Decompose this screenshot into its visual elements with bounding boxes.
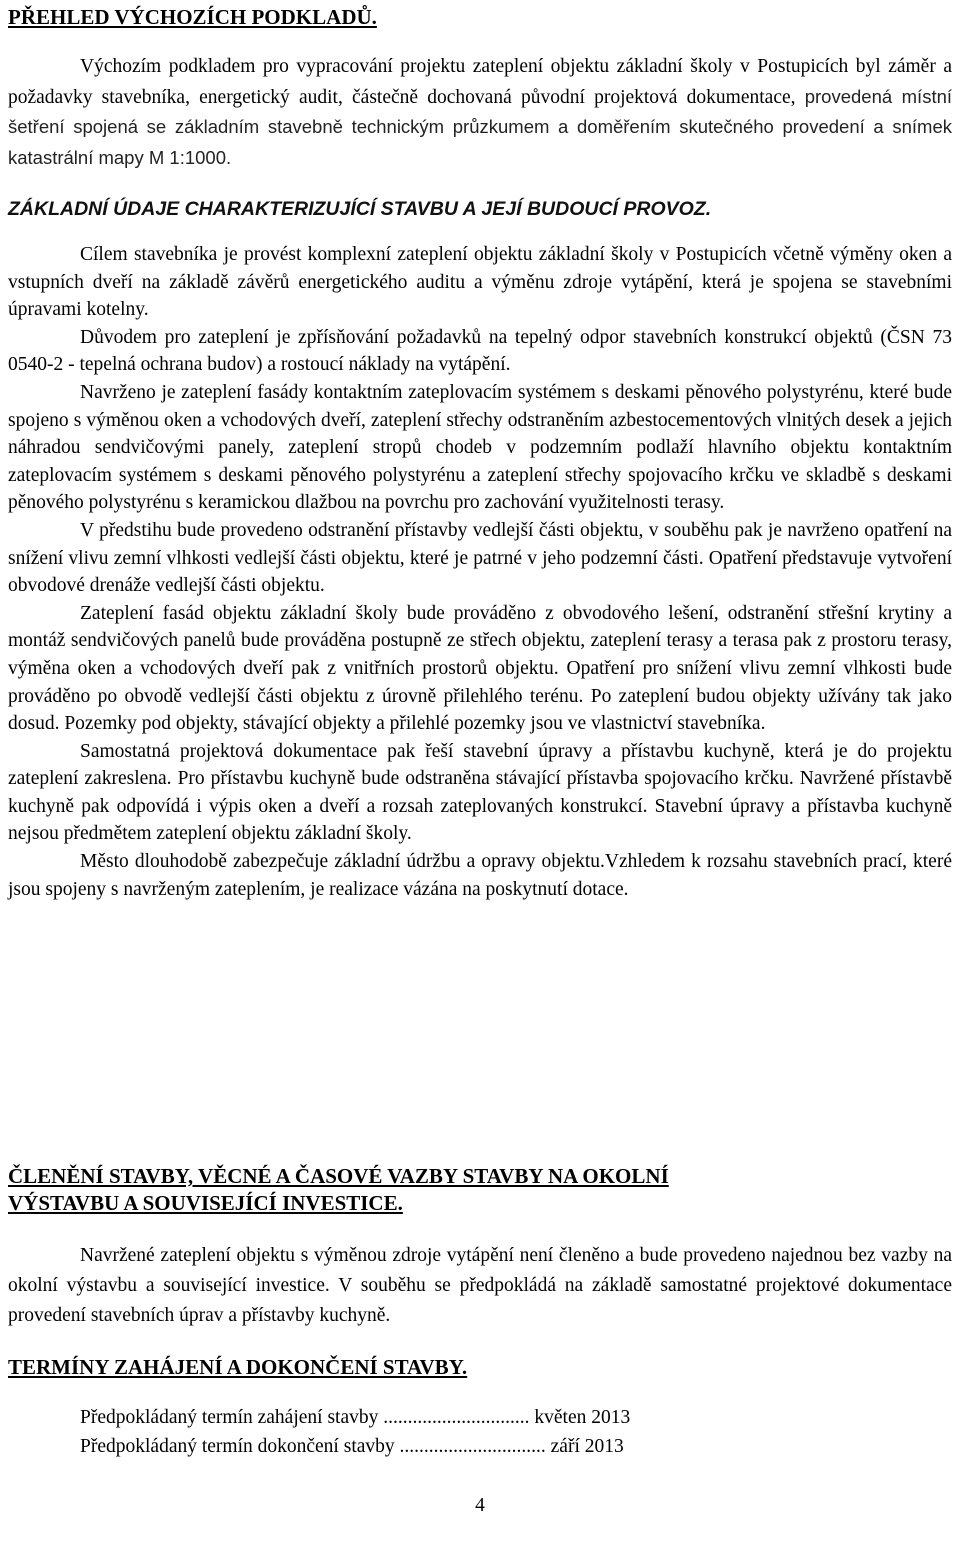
term-end-value: září 2013	[550, 1436, 624, 1457]
intro-paragraph	[8, 52, 952, 173]
paragraph-samostatna-dokumentace: Samostatná projektová dokumentace pak řeší stavební úpravy a přístavbu kuchyně, která je do projektu zateplení zakreslena. Pro přístavbu kuchyně bude odstraněna stávající přístavba spojovacího krčku. Navržené přístavbě kuchyně pak odpovídá i výpis oken a dveří a rozsah zateplovaných konstrukcí. Stavební úpravy a přístavba kuchyně nejsou předmětem zateplení objektu základní školy.	[8, 740, 952, 845]
paragraph-navrzeno: Navrženo je zateplení fasády kontaktním zateplovacím systémem s deskami pěnového polystyrénu, které bude spojeno s výměnou oken a vchodových dveří, zateplení střechy odstraněním azbestocementových vlnitých desek a jejich náhradou sendvičovými panely, zateplení stropů chodeb v podzemním podlaží hlavního objektu kontaktním zateplovacím systémem s deskami pěnového polystyrénu a zateplení střechy spojovacího krčku ve skladbě s deskami pěnového polystyrénu s keramickou dlažbou na povrchu pro zachování využitelnosti terasy.	[8, 381, 952, 514]
term-end-dots: ..............................	[399, 1436, 546, 1457]
terms-list	[80, 1403, 880, 1461]
term-start-label: Předpokládaný termín zahájení stavby	[80, 1407, 379, 1428]
section-heading-terminy: TERMÍNY ZAHÁJENÍ A DOKONČENÍ STAVBY.	[8, 1355, 468, 1379]
section-heading-cleneni-line1: ČLENĚNÍ STAVBY, VĚCNÉ A ČASOVÉ VAZBY STAVBY NA OKOLNÍ	[8, 1164, 669, 1188]
term-start-value: květen 2013	[534, 1407, 631, 1428]
section-heading-cleneni-line2: VÝSTAVBU A SOUVISEJÍCÍ INVESTICE.	[8, 1191, 403, 1215]
section-body-zakladni-udaje	[8, 241, 952, 903]
section-heading-zakladni-udaje: ZÁKLADNÍ ÚDAJE CHARAKTERIZUJÍCÍ STAVBU A JEJÍ BUDOUCÍ PROVOZ.	[8, 198, 712, 220]
paragraph-duvod-zatepleni: Důvodem pro zateplení je zpřísňování požadavků na tepelný odpor stavebních konstrukcí objektů (ČSN 73 0540-2 - tepelná ochrana budov) a rostoucí náklady na vytápění.	[8, 326, 952, 376]
section-heading-prehled: PŘEHLED VÝCHOZÍCH PODKLADŮ.	[8, 5, 377, 29]
paragraph-v-predstihu: V předstihu bude provedeno odstranění přístavby vedlejší části objektu, v souběhu pak je navrženo opatření na snížení vlivu zemní vlhkosti vedlejší části objektu, které je patrné v jeho podzemní části. Opatření představuje vytvoření obvodové drenáže vedlejší části objektu.	[8, 519, 952, 597]
paragraph-zatepleni-fasad: Zateplení fasád objektu základní školy bude prováděno z obvodového lešení, odstranění střešní krytiny a montáž sendvičových panelů bude prováděna postupně ze střech objektu, zateplení terasy a terasa pak z prostoru terasy, výměna oken a vchodových dveří pak z vnitřních prostorů objektu. Opatření pro snížení vlivu zemní vlhkosti bude prováděno po obvodě vedlejší části objektu z úrovně přilehlého terénu. Po zateplení budou objekty užívány tak jako dosud. Pozemky pod objekty, stávající objekty a přilehlé pozemky jsou ve vlastnictví stavebníka.	[8, 602, 952, 735]
paragraph-mesto: Město dlouhodobě zabezpečuje základní údržbu a opravy objektu.Vzhledem k rozsahu stavebních prací, které jsou spojeny s navrženým zateplením, je realizace vázána na poskytnutí dotace.	[8, 851, 952, 900]
intro-paragraph-serif: Výchozím podkladem pro vypracování projektu zateplení objektu základní školy v Postupicích byl záměr a požadavky stavebníka, energetický audit, částečně dochovaná původní projektová dokumentace,	[8, 56, 952, 108]
section-heading-cleneni	[8, 1163, 952, 1217]
paragraph-cil-stavebnika: Cílem stavebníka je provést komplexní zateplení objektu základní školy v Postupicích včetně výměny oken a vstupních dveří na základě závěrů energetického auditu a výměnu zdroje vytápění, která je spojena se stavebními úpravami kotelny.	[8, 244, 952, 321]
term-end-label: Předpokládaný termín dokončení stavby	[80, 1436, 395, 1457]
page-number: 4	[475, 1495, 485, 1516]
term-start-dots: ..............................	[383, 1407, 530, 1428]
intro-paragraph-sans: provedená místní šetření spojená se základním stavebně technickým průzkumem a doměřením skutečného provedení a snímek katastrální mapy M 1:1000.	[8, 85, 953, 168]
term-end-row	[80, 1432, 880, 1461]
term-start-row	[80, 1403, 880, 1432]
paragraph-cleneni: Navržené zateplení objektu s výměnou zdroje vytápění není členěno a bude provedeno najednou bez vazby na okolní výstavbu a související investice. V souběhu se předpokládá na základě samostatné projektové dokumentace provedení stavebních úprav a přístavby kuchyně.	[8, 1245, 952, 1326]
